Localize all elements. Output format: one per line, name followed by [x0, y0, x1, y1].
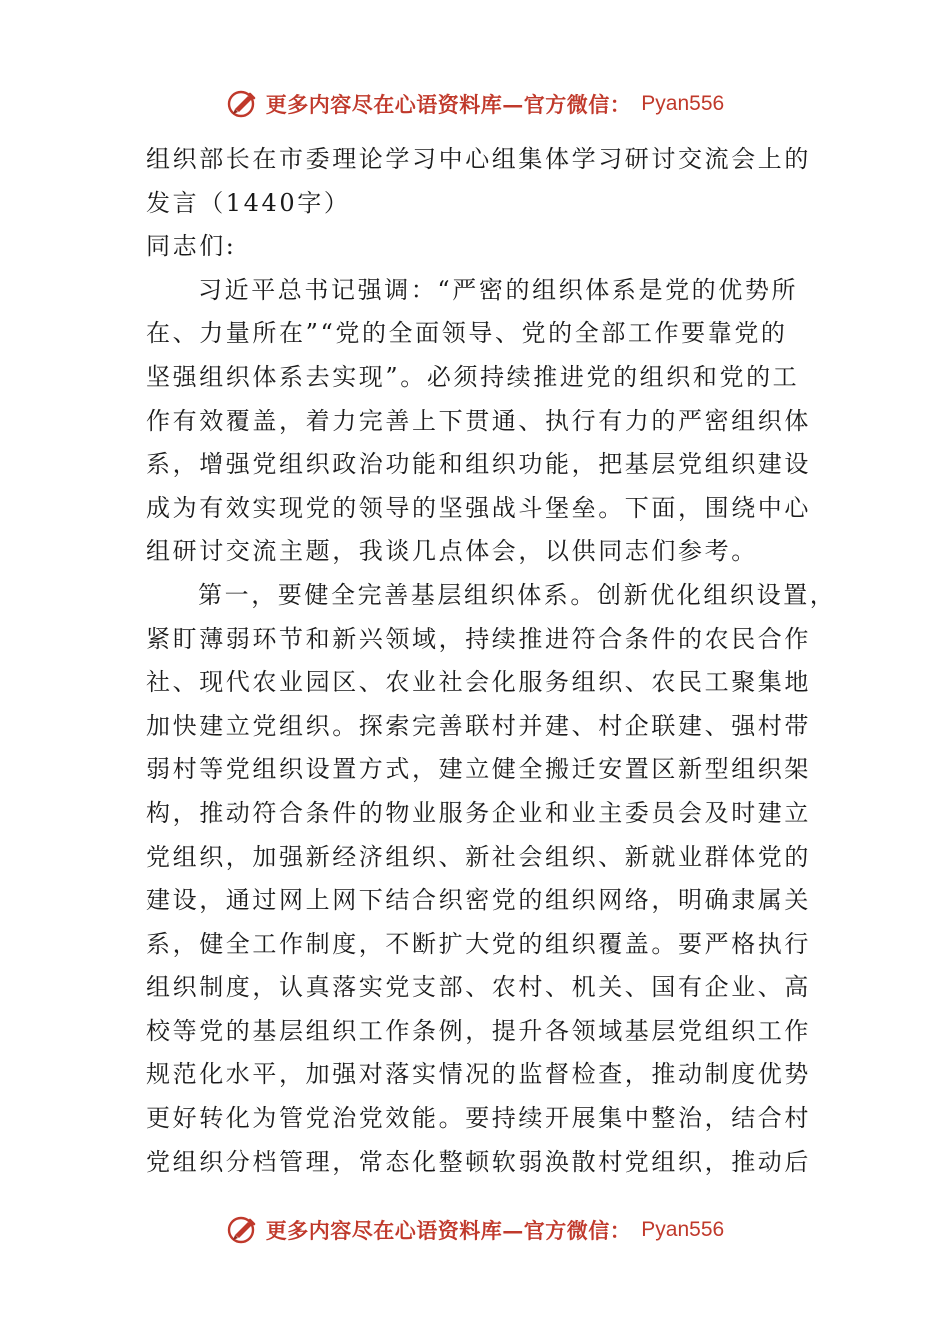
paragraph-1 — [146, 269, 811, 574]
document-body — [146, 138, 837, 1184]
paragraph-line: 党组织分档管理，常态化整顿软弱涣散村党组织，推动后 — [146, 1147, 811, 1176]
paragraph-line: 组织制度，认真落实党支部、农村、机关、国有企业、高 — [146, 973, 811, 1002]
paragraph-line: 加快建立党组织。探索完善联村并建、村企联建、强村带 — [146, 711, 811, 740]
watermark-text: 更多内容尽在心语资料库—官方微信： — [265, 92, 632, 117]
paragraph-line: 党组织，加强新经济组织、新社会组织、新就业群体党的 — [146, 842, 811, 871]
paragraph-2 — [146, 574, 837, 1184]
paragraph-line: 作有效覆盖，着力完善上下贯通、执行有力的严密组织体 — [146, 406, 811, 435]
paragraph-line: 在、力量所在”“党的全面领导、党的全部工作要靠党的 — [146, 319, 788, 348]
paragraph-line: 系，健全工作制度，不断扩大党的组织覆盖。要严格执行 — [146, 929, 811, 958]
paragraph-line: 规范化水平，加强对落实情况的监督检查，推动制度优势 — [146, 1060, 811, 1089]
paragraph-line: 习近平总书记强调：“严密的组织体系是党的优势所 — [198, 275, 799, 304]
paragraph-line: 第一，要健全完善基层组织体系。创新优化组织设置， — [198, 580, 837, 609]
paragraph-line: 弱村等党组织设置方式，建立健全搬迁安置区新型组织架 — [146, 755, 811, 784]
document-title-line-1: 组织部长在市委理论学习中心组集体学习研讨交流会上的 — [146, 145, 811, 173]
pen-logo-icon — [226, 1213, 260, 1247]
watermark-wechat-id: Pyan556 — [641, 1218, 725, 1241]
paragraph-line: 更好转化为管党治党效能。要持续开展集中整治，结合村 — [146, 1104, 811, 1133]
header-watermark — [0, 84, 950, 124]
footer-watermark — [0, 1210, 950, 1250]
document-title-line-2: 发言（1440字） — [146, 188, 351, 217]
paragraph-line: 系，增强党组织政治功能和组织功能，把基层党组织建设 — [146, 450, 811, 479]
paragraph-line: 组研讨交流主题，我谈几点体会，以供同志们参考。 — [146, 537, 758, 566]
watermark-wechat-id: Pyan556 — [641, 92, 725, 115]
paragraph-line: 社、现代农业园区、农业社会化服务组织、农民工聚集地 — [146, 668, 811, 697]
paragraph-line: 紧盯薄弱环节和新兴领域，持续推进符合条件的农民合作 — [146, 624, 811, 653]
paragraph-line: 建设，通过网上网下结合织密党的组织网络，明确隶属关 — [146, 886, 811, 915]
pen-logo-icon — [226, 87, 260, 121]
paragraph-line: 成为有效实现党的领导的坚强战斗堡垒。下面，围绕中心 — [146, 493, 811, 522]
paragraph-line: 校等党的基层组织工作条例，提升各领域基层党组织工作 — [146, 1016, 811, 1045]
watermark-text: 更多内容尽在心语资料库—官方微信： — [265, 1218, 632, 1243]
paragraph-line: 构，推动符合条件的物业服务企业和业主委员会及时建立 — [146, 798, 811, 827]
paragraph-line: 坚强组织体系去实现”。必须持续推进党的组织和党的工 — [146, 362, 800, 391]
salutation: 同志们: — [146, 232, 237, 261]
